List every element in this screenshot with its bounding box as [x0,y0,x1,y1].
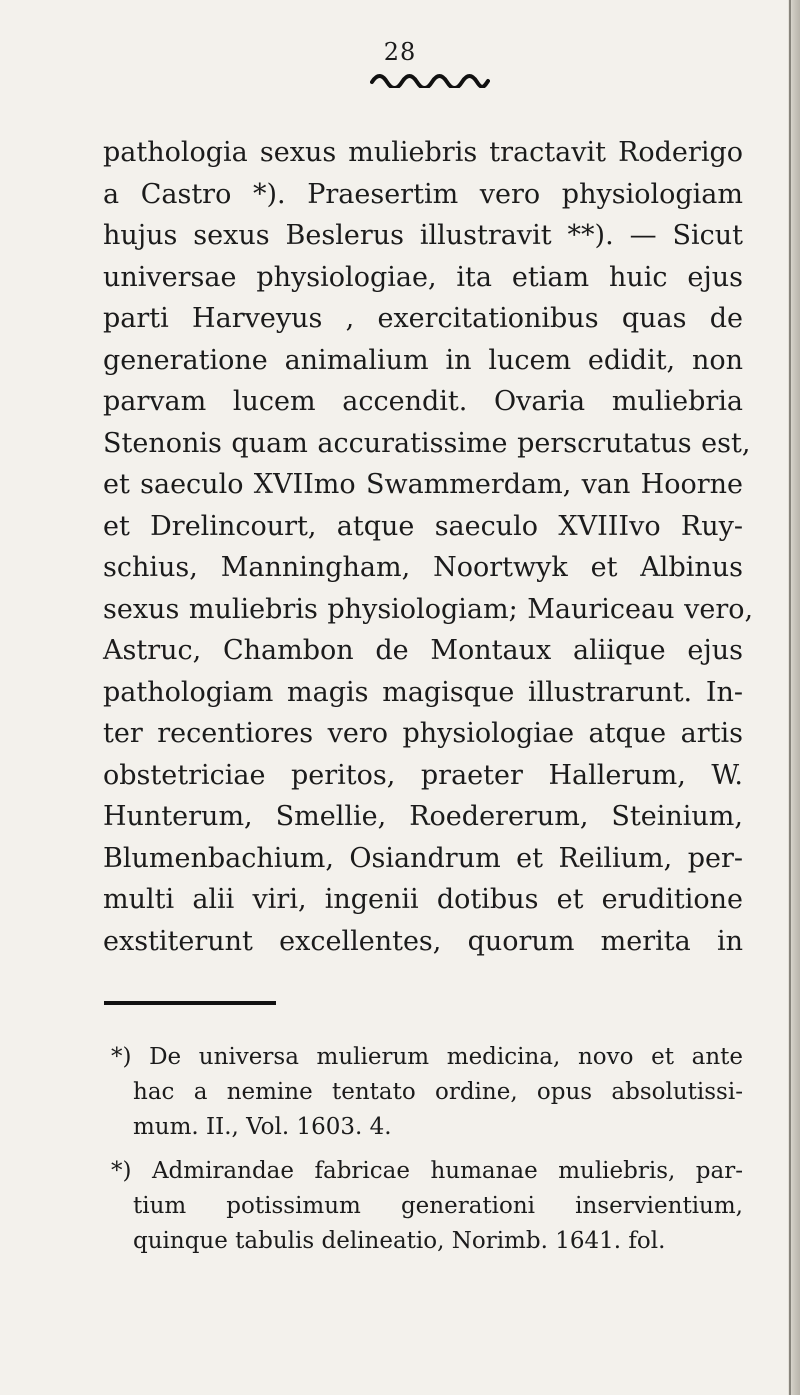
body-line: Astruc, Chambon de Montaux aliique ejus [103,635,743,666]
body-line: et saeculo XVIImo Swammerdam, van Hoorne [103,469,743,500]
body-line: ter recentiores vero physiologiae atque artis [103,718,743,749]
footnote-line: mum. II., Vol. 1603. 4. [133,1114,392,1140]
body-line: parti Harveyus , exercitationibus quas de [103,303,743,334]
body-line: hujus sexus Beslerus illustravit **). — Sicut [103,220,743,251]
main-body-text [103,132,754,962]
body-line: sexus muliebris physiologiam; Mauriceau vero, [103,593,754,625]
body-line: Hunterum, Smellie, Roedererum, Steinium, [103,801,743,832]
body-line: universae physiologiae, ita etiam huic ejus [103,261,743,293]
body-line: exstiterunt excellentes, quorum merita in [103,925,743,957]
footnote [103,1154,743,1259]
page-number: 28 [383,38,417,66]
footnote-line: *) Admirandae fabricae humanae muliebris, par- [111,1158,743,1184]
footnote-line: tium potissimum generationi inservientium, [133,1193,743,1219]
footnote-line: quinque tabulis delineatio, Norimb. 1641. fol. [133,1228,666,1254]
footnotes [103,1040,743,1268]
body-line: pathologia sexus muliebris tractavit Roderigo [103,137,743,168]
body-line: a Castro *). Praesertim vero physiologiam [103,178,743,210]
body-line: pathologiam magis magisque illustrarunt. In- [103,676,743,708]
body-line: Blumenbachium, Osiandrum et Reilium, per- [103,842,743,874]
body-line: generatione animalium in lucem edidit, non [103,344,743,376]
body-line: obstetriciae peritos, praeter Hallerum, W. [103,759,743,791]
footnote-line: *) De universa mulierum medicina, novo et ante [111,1044,743,1070]
body-line: parvam lucem accendit. Ovaria muliebria [103,386,743,417]
footnote [103,1040,743,1145]
body-line: schius, Manningham, Noortwyk et Albinus [103,552,743,583]
decorative-wave-ornament-icon [370,72,490,88]
page-edge-line [789,0,791,1395]
body-line: et Drelincourt, atque saeculo XVIIIvo Ruy- [103,510,743,542]
body-line: multi alii viri, ingenii dotibus et eruditione [103,884,743,915]
footnote-line: hac a nemine tentato ordine, opus absolutissi- [133,1079,743,1105]
body-line: Stenonis quam accuratissime perscrutatus est, [103,427,751,459]
footnote-separator-rule [104,1001,276,1005]
